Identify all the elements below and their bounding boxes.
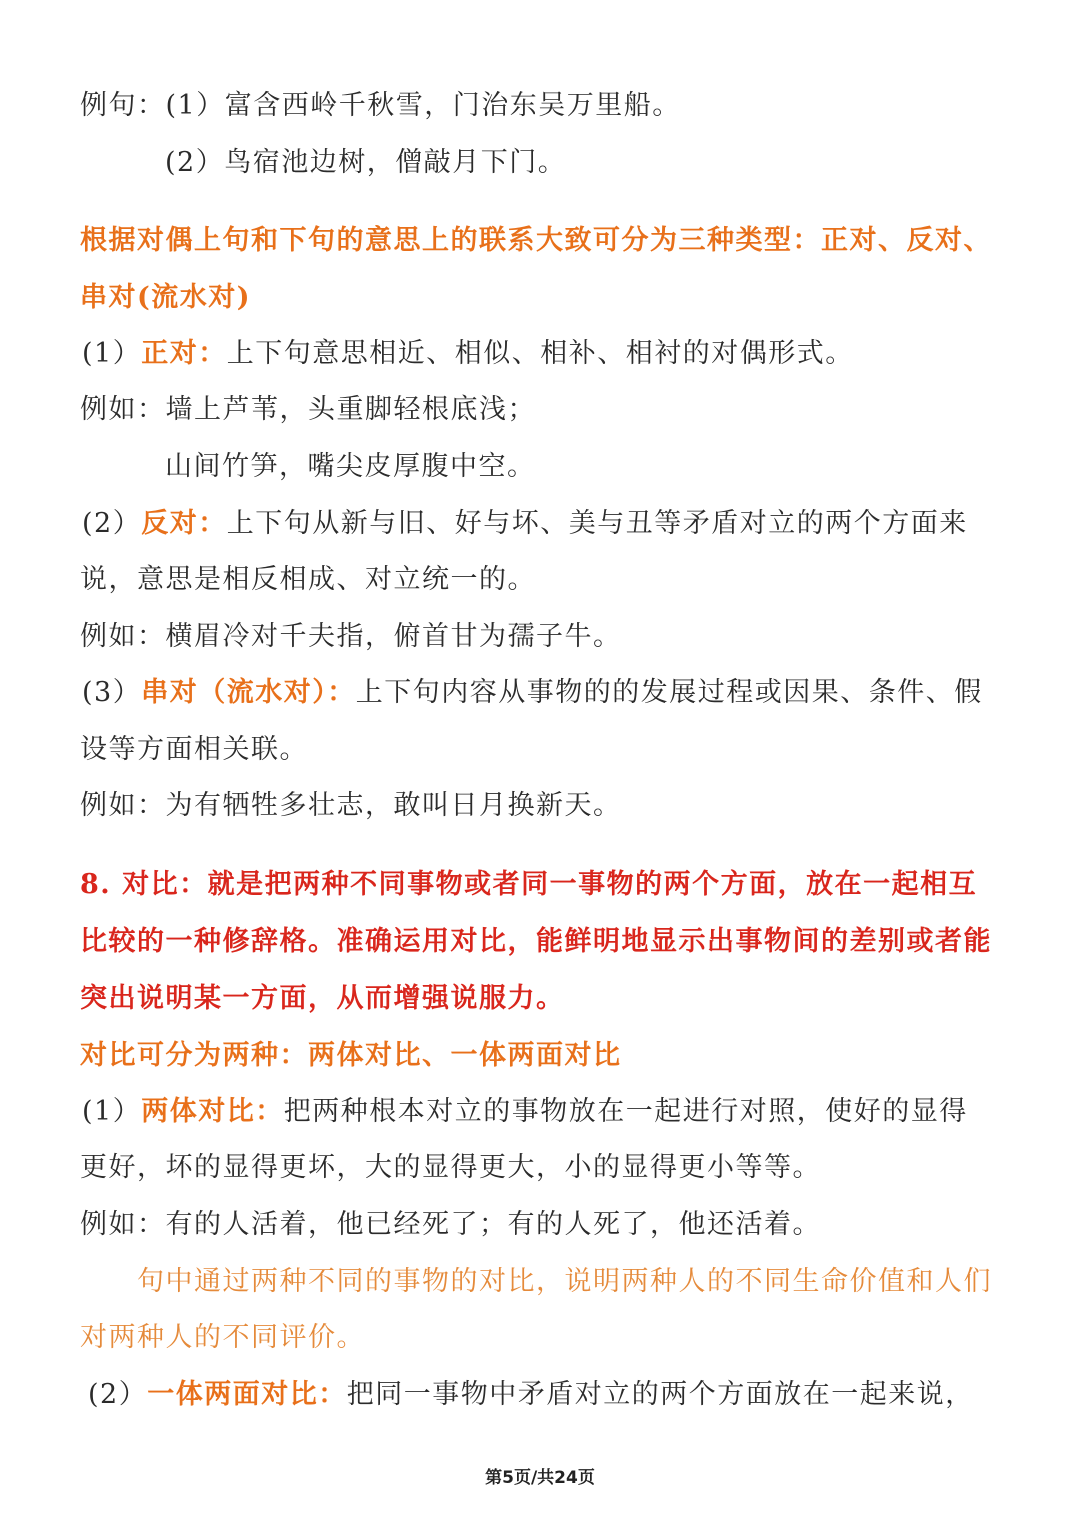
item-1-paragraph <box>82 336 854 372</box>
item-3-paragraph <box>82 675 983 711</box>
item-3-text-cont: 设等方面相关联。 <box>80 734 308 765</box>
example-line-cont: 山间竹笋，嘴尖皮厚腹中空。 <box>165 451 536 482</box>
item-number: (3） <box>82 677 142 708</box>
item-text: 上下句从新与旧、好与坏、美与丑等矛盾对立的两个方面来 <box>226 508 968 539</box>
item-text: 上下句意思相近、相似、相补、相衬的对偶形式。 <box>226 338 854 369</box>
example-line: 例如：有的人活着，他已经死了；有的人死了，他还活着。 <box>80 1209 821 1240</box>
item-title: 反对： <box>141 508 227 539</box>
example-line: 例如：横眉冷对千夫指，俯首甘为孺子牛。 <box>80 621 622 652</box>
example-line: 例如：为有牺牲多壮志，敢叫日月换新天。 <box>80 790 622 821</box>
item-title: 两体对比： <box>141 1096 284 1127</box>
item-title: 一体两面对比： <box>147 1379 347 1410</box>
contrast-item-1-text-cont: 更好，坏的显得更坏，大的显得更大，小的显得更小等等。 <box>80 1152 821 1183</box>
item-text: 上下句内容从事物的的发展过程或因果、条件、假 <box>355 677 983 708</box>
item-2-paragraph <box>82 506 968 542</box>
section-8-heading-cont-1: 比较的一种修辞格。准确运用对比，能鲜明地显示出事物间的差别或者能 <box>80 926 992 957</box>
explanation-note-cont: 对两种人的不同评价。 <box>80 1322 365 1353</box>
item-title: 串对（流水对）： <box>141 677 356 708</box>
item-text: 把同一事物中矛盾对立的两个方面放在一起来说， <box>346 1379 974 1410</box>
page-footer: 第5页/共24页 <box>485 1468 595 1488</box>
section-8-heading-cont-2: 突出说明某一方面，从而增强说服力。 <box>80 983 565 1014</box>
section-heading: 根据对偶上句和下句的意思上的联系大致可分为三种类型：正对、反对、 <box>80 225 992 256</box>
contrast-item-1-paragraph <box>82 1094 968 1130</box>
item-title: 正对： <box>141 338 227 369</box>
item-text: 把两种根本对立的事物放在一起进行对照，使好的显得 <box>283 1096 968 1127</box>
example-line-2: (2）鸟宿池边树，僧敲月下门。 <box>165 147 567 178</box>
example-line: 例如：墙上芦苇，头重脚轻根底浅； <box>80 394 536 425</box>
contrast-item-2-paragraph <box>88 1377 974 1413</box>
item-number: (2） <box>88 1379 148 1410</box>
item-number: (1） <box>82 1096 142 1127</box>
explanation-note: 句中通过两种不同的事物的对比，说明两种人的不同生命价值和人们 <box>137 1266 992 1297</box>
section-8-heading: 8. 对比：就是把两种不同事物或者同一事物的两个方面，放在一起相互 <box>80 869 978 900</box>
item-number: (1） <box>82 338 142 369</box>
section-heading-cont: 串对(流水对) <box>80 282 252 313</box>
subsection-heading: 对比可分为两种：两体对比、一体两面对比 <box>80 1040 622 1071</box>
item-number: (2） <box>82 508 142 539</box>
example-line-1: 例句：(1）富含西岭千秋雪，门治东吴万里船。 <box>80 90 681 121</box>
item-2-text-cont: 说，意思是相反相成、对立统一的。 <box>80 564 536 595</box>
